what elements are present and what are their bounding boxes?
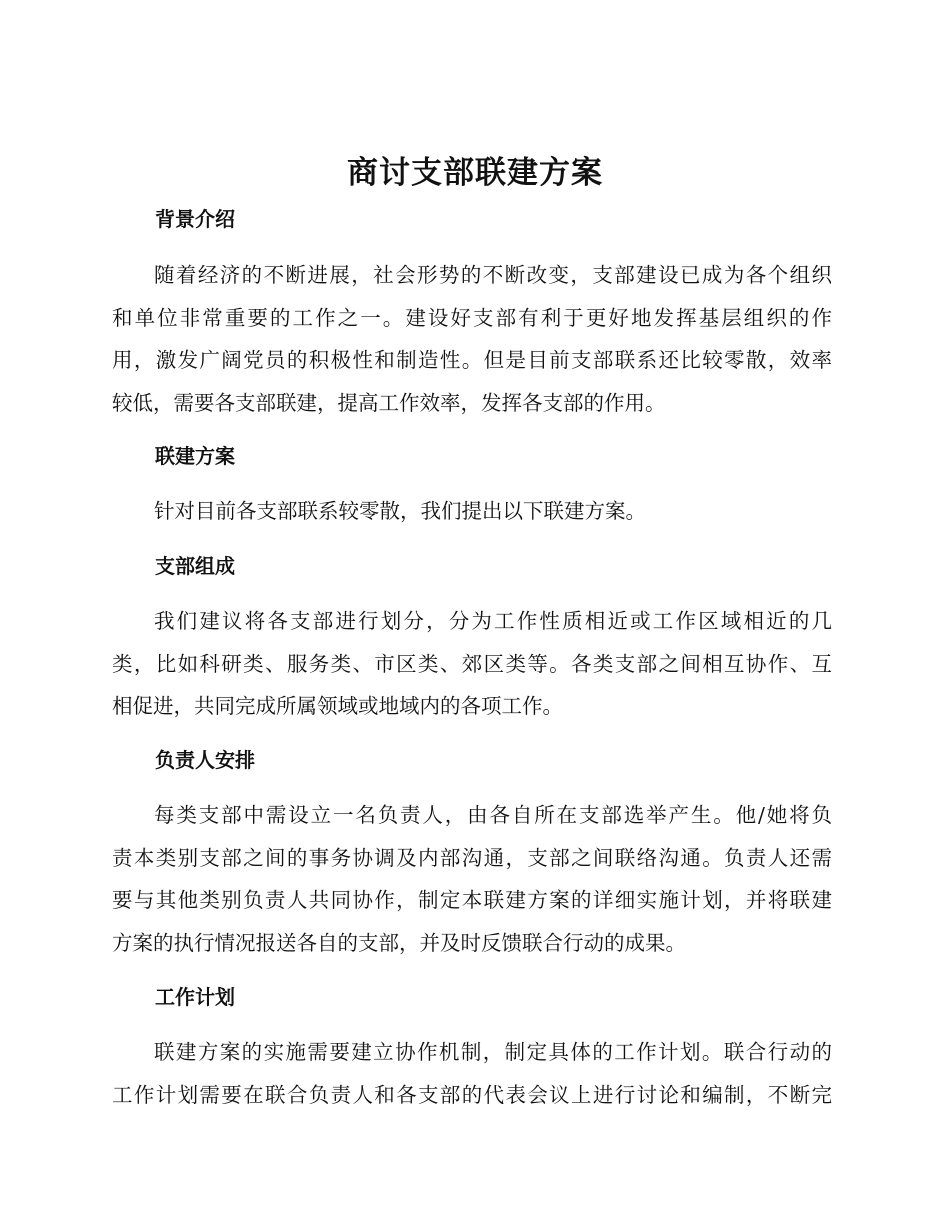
paragraph-line: 要与其他类别负责人共同协作，制定本联建方案的详细实施计划，并将联建 (112, 888, 832, 912)
paragraph-line: 联建方案的实施需要建立协作机制，制定具体的工作计划。联合行动的 (154, 1040, 832, 1064)
paragraph-line: 较低，需要各支部联建，提高工作效率，发挥各支部的作用。 (112, 390, 666, 415)
section-heading-plan: 联建方案 (155, 444, 235, 468)
paragraph-line: 和单位非常重要的工作之一。建设好支部有利于更好地发挥基层组织的作 (112, 305, 832, 330)
section-heading-background: 背景介绍 (155, 207, 235, 231)
section-body-plan (112, 490, 832, 533)
paragraph-line: 相促进，共同完成所属领域或地域内的各项工作。 (112, 694, 563, 718)
paragraph-line: 针对目前各支部联系较零散，我们提出以下联建方案。 (154, 499, 646, 523)
paragraph-line: 用，激发广阔党员的积极性和制造性。但是目前支部联系还比较零散，效率 (112, 348, 832, 372)
section-body-background (112, 254, 832, 424)
paragraph-line: 方案的执行情况报送各自的支部，并及时反馈联合行动的成果。 (112, 930, 686, 955)
document-title: 商讨支部联建方案 (347, 155, 603, 191)
section-heading-branch-composition: 支部组成 (155, 554, 235, 578)
section-heading-leader-arrangement: 负责人安排 (155, 748, 255, 772)
paragraph-line: 我们建议将各支部进行划分，分为工作性质相近或工作区域相近的几 (154, 609, 832, 633)
paragraph-line: 责本类别支部之间的事务协调及内部沟通，支部之间联络沟通。负责人还需 (112, 845, 832, 870)
section-heading-work-plan: 工作计划 (155, 985, 235, 1009)
section-body-leader-arrangement (112, 794, 832, 964)
section-body-branch-composition (112, 600, 832, 728)
section-body-work-plan (112, 1031, 832, 1116)
paragraph-line: 工作计划需要在联合负责人和各支部的代表会议上进行讨论和编制，不断完 (112, 1082, 832, 1107)
paragraph-line: 随着经济的不断进展，社会形势的不断改变，支部建设已成为各个组织 (154, 263, 832, 287)
paragraph-line: 每类支部中需设立一名负责人，由各自所在支部选举产生。他/她将负 (154, 803, 832, 827)
paragraph-line: 类，比如科研类、服务类、市区类、郊区类等。各类支部之间相互协作、互 (112, 651, 832, 676)
